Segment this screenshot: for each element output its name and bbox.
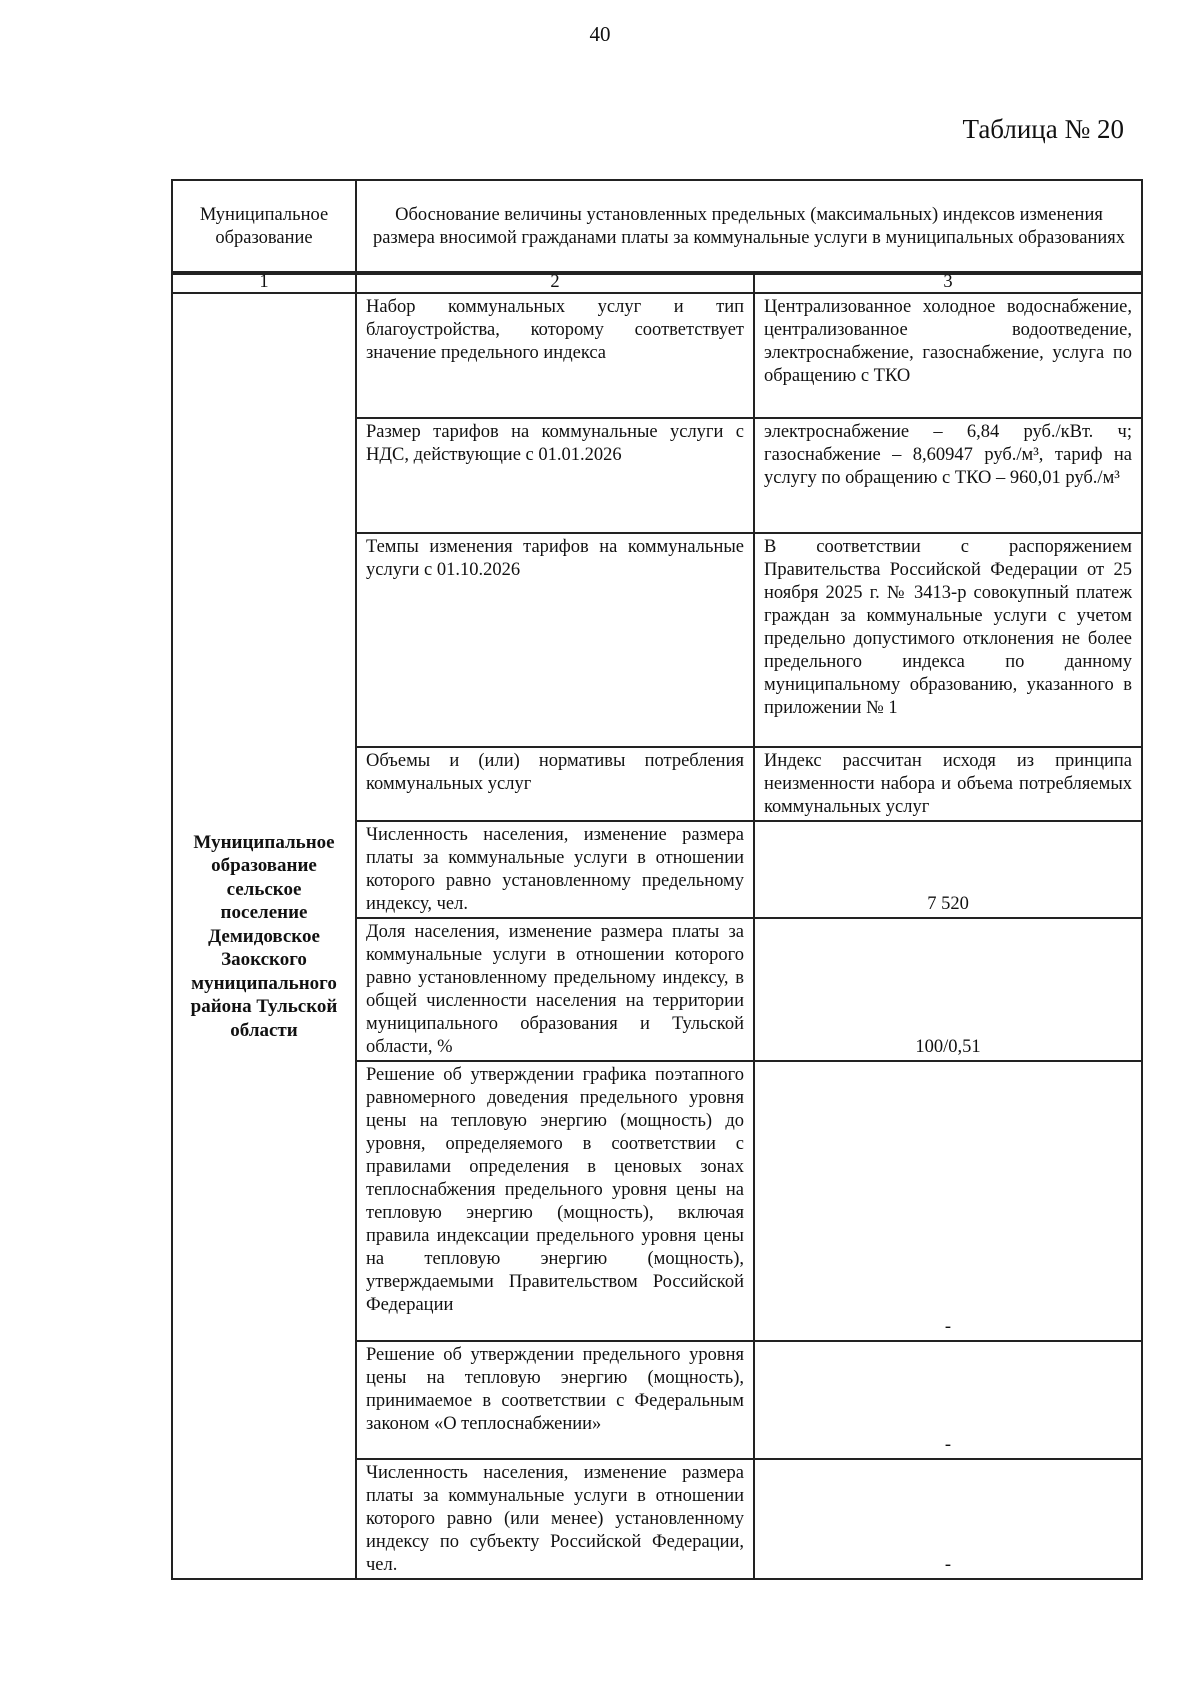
param-cell: Решение об утверждении предельного уровня цены на тепловую энергию (мощность), принимаемое в соответствии с Федеральным законом «О теплоснабжении» xyxy=(356,1341,754,1459)
column-number: 3 xyxy=(754,272,1142,293)
param-cell: Доля населения, изменение размера платы за коммунальные услуги в отношении которого равно установленному предельному индексу, в общей численности населения на территории муниципального образования и Тульской области, % xyxy=(356,918,754,1061)
value-cell: электроснабжение – 6,84 руб./кВт. ч; газоснабжение – 8,60947 руб./м³, тариф на услугу по обращению с ТКО – 960,01 руб./м³ xyxy=(754,418,1142,533)
value-cell: - xyxy=(754,1459,1142,1579)
value-cell: 7 520 xyxy=(754,821,1142,918)
value-cell: 100/0,51 xyxy=(754,918,1142,1061)
table-title: Таблица № 20 xyxy=(962,114,1124,144)
value-cell: - xyxy=(754,1061,1142,1341)
header-row xyxy=(172,180,1142,274)
municipality-cell: Муниципальное образование сельское поселение Демидовское Заокского муниципального района Тульской области xyxy=(172,293,356,1579)
header-col-municipality: Муниципальное образование xyxy=(172,180,356,274)
header-table xyxy=(171,179,1143,275)
param-cell: Численность населения, изменение размера платы за коммунальные услуги в отношении которого равно (или менее) установленному индексу по субъекту Российской Федерации, чел. xyxy=(356,1459,754,1579)
param-cell: Размер тарифов на коммунальные услуги с НДС, действующие с 01.01.2026 xyxy=(356,418,754,533)
param-cell: Набор коммунальных услуг и тип благоустройства, которому соответствует значение предельного индекса xyxy=(356,293,754,418)
value-cell: Индекс рассчитан исходя из принципа неизменности набора и объема потребляемых коммунальных услуг xyxy=(754,747,1142,821)
table-row xyxy=(172,293,1142,418)
header-col-justification: Обоснование величины установленных предельных (максимальных) индексов изменения размера вносимой гражданами платы за коммунальные услуги в муниципальных образованиях xyxy=(356,180,1142,274)
value-cell: - xyxy=(754,1341,1142,1459)
value-cell: В соответствии с распоряжением Правительства Российской Федерации от 25 ноября 2025 г. № 3413-р совокупный платеж граждан за коммунальные услуги с учетом предельно допустимого отклонения не более предельного индекса по данному муниципальному образованию, указанного в приложении № 1 xyxy=(754,533,1142,747)
column-number: 1 xyxy=(172,272,356,293)
param-cell: Объемы и (или) нормативы потребления коммунальных услуг xyxy=(356,747,754,821)
page-number: 40 xyxy=(589,22,611,46)
column-numbers-row xyxy=(172,272,1142,293)
param-cell: Темпы изменения тарифов на коммунальные услуги с 01.10.2026 xyxy=(356,533,754,747)
data-table xyxy=(171,271,1143,1580)
param-cell: Численность населения, изменение размера платы за коммунальные услуги в отношении которого равно установленному предельному индексу, чел. xyxy=(356,821,754,918)
column-number: 2 xyxy=(356,272,754,293)
param-cell: Решение об утверждении графика поэтапного равномерного доведения предельного уровня цены на тепловую энергию (мощность) до уровня, определяемого в соответствии с правилами определения в ценовых зонах теплоснабжения предельного уровня цены на тепловую энергию (мощность), включая правила индексации предельного уровня цены на тепловую энергию (мощность), утверждаемыми Правительством Российской Федерации xyxy=(356,1061,754,1341)
value-cell: Централизованное холодное водоснабжение, централизованное водоотведение, электроснабжение, газоснабжение, услуга по обращению с ТКО xyxy=(754,293,1142,418)
